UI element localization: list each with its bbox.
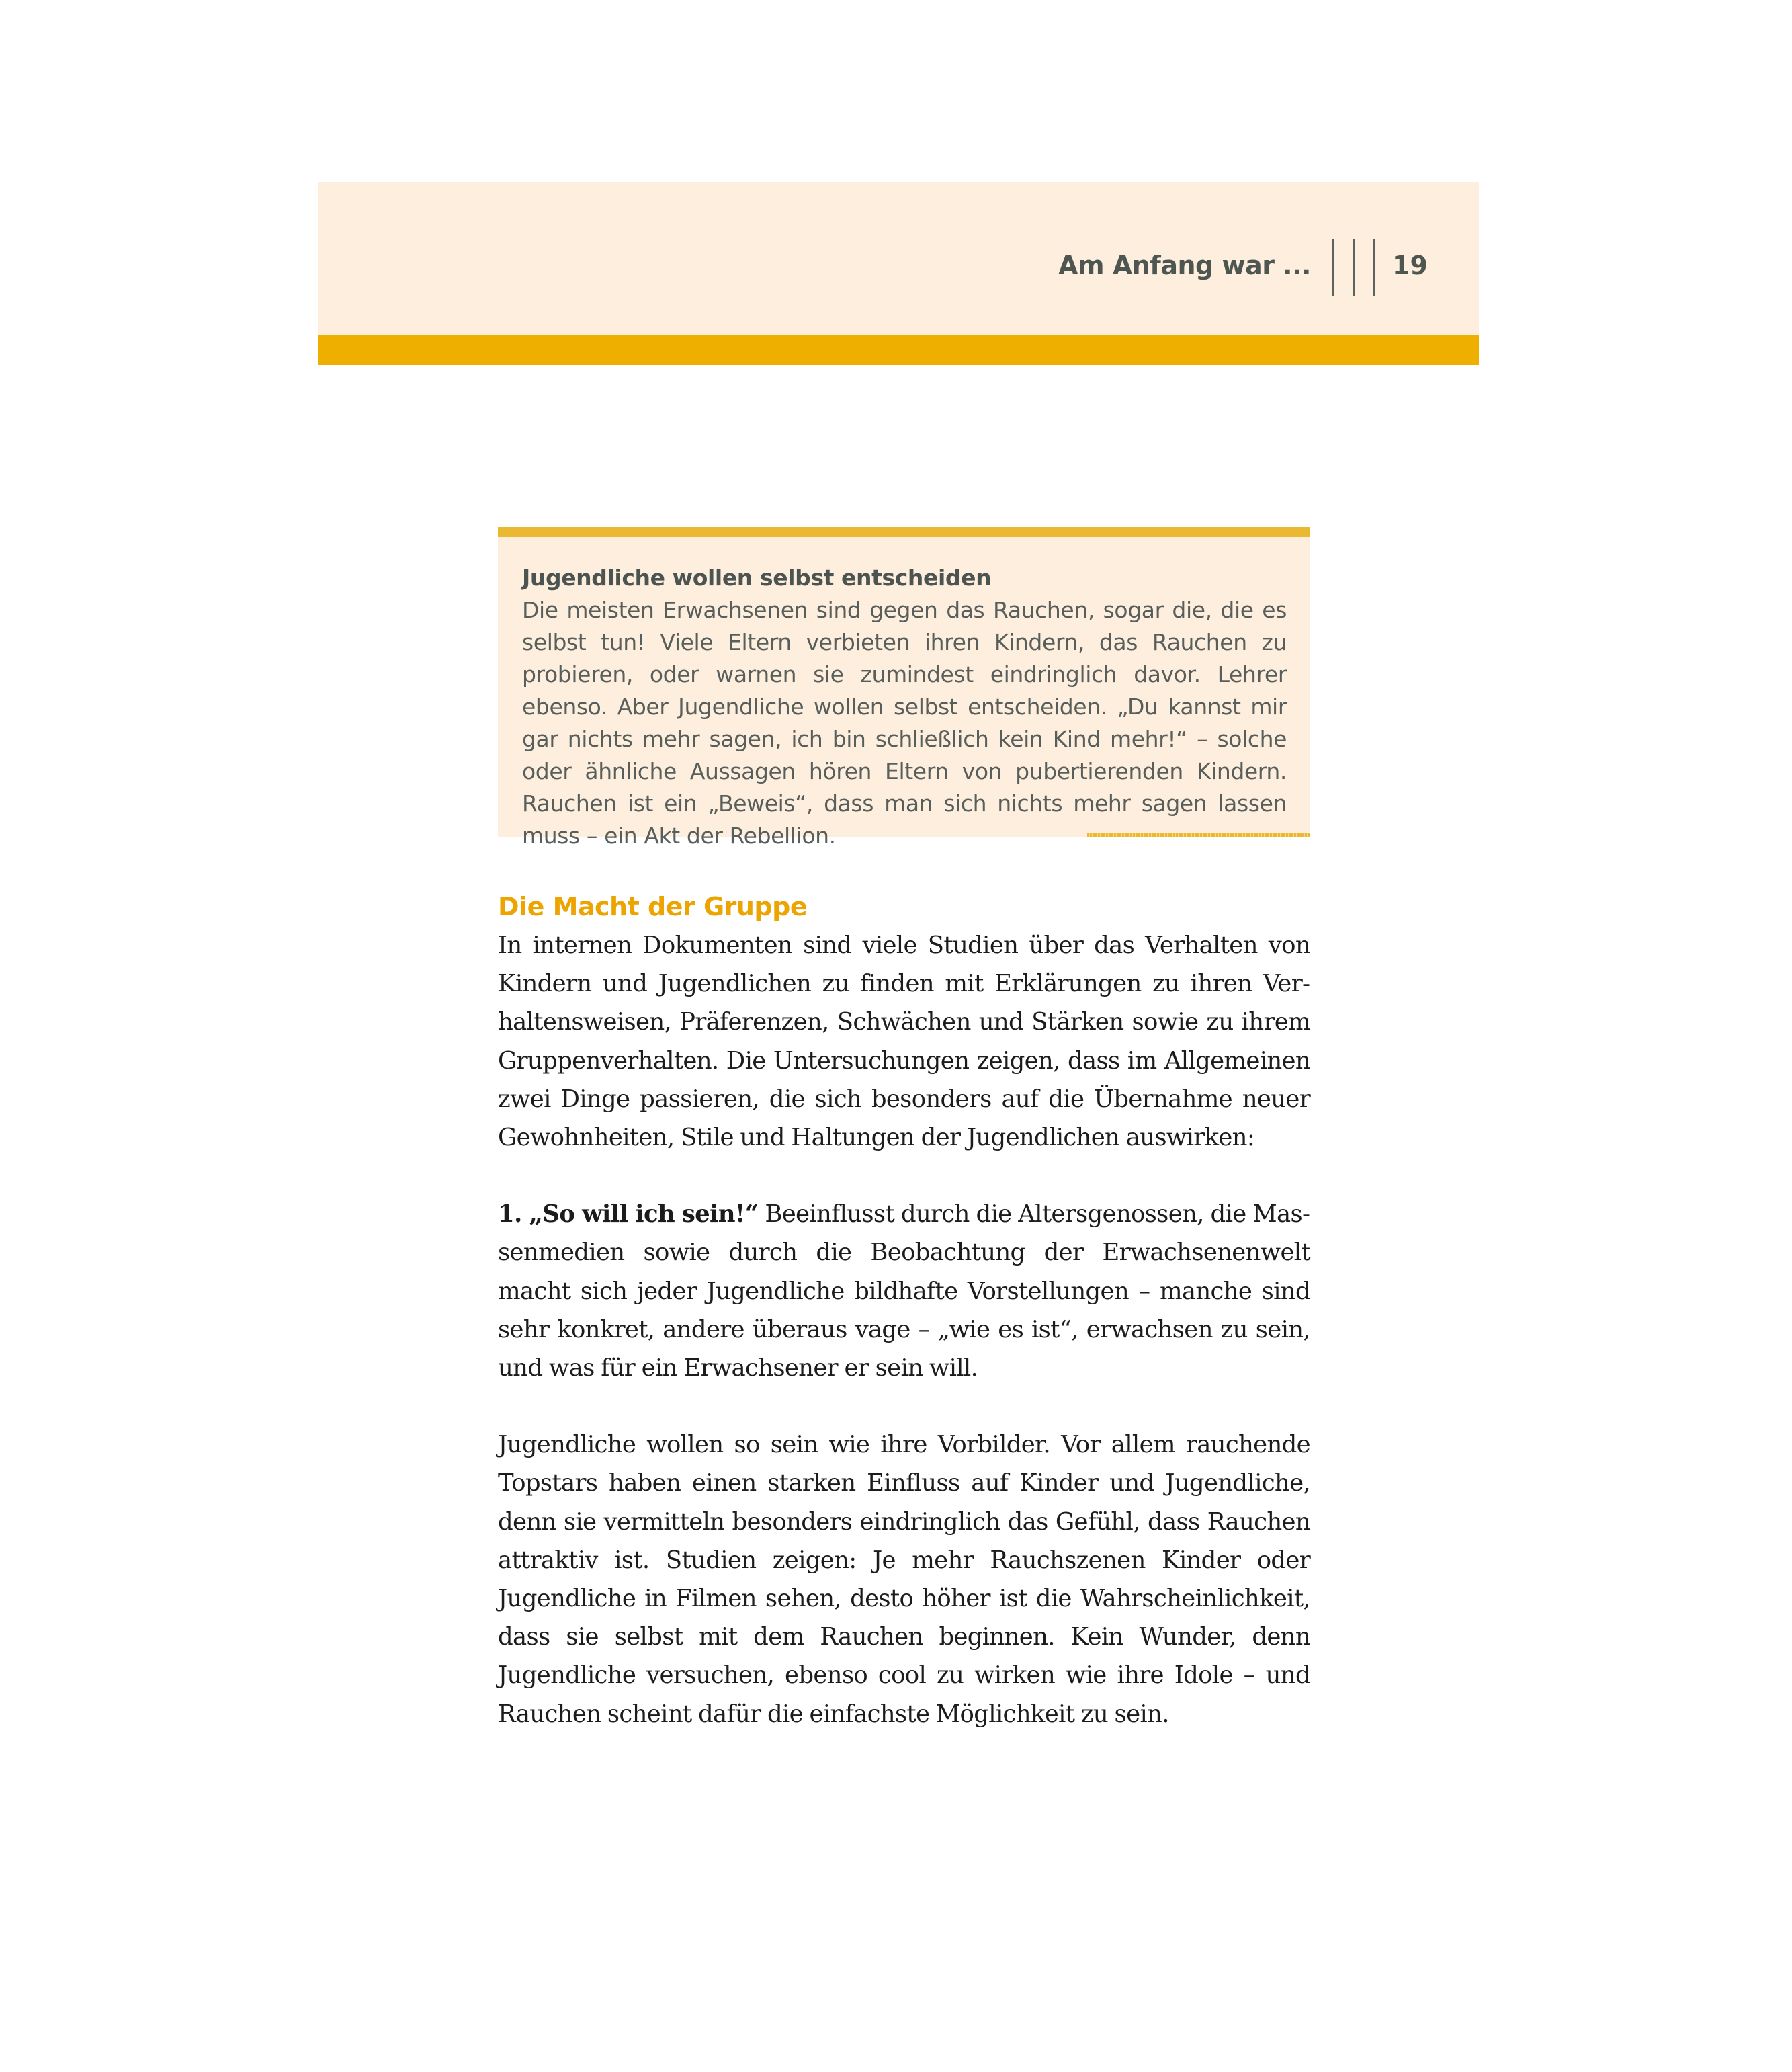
numbered-point-lead: 1. „So will ich sein!“ bbox=[498, 1200, 759, 1229]
header-divider-bar bbox=[1353, 239, 1355, 296]
main-text bbox=[498, 887, 1310, 1733]
page-number: 19 bbox=[1392, 251, 1428, 280]
paragraph-gap bbox=[498, 1157, 1310, 1195]
numbered-point bbox=[498, 1195, 1310, 1387]
running-title: Am Anfang war ... bbox=[1058, 251, 1311, 280]
body-paragraph: Jugendliche wollen so sein wie ihre Vorbilder. Vor allem rauchende Topstars haben einen starken Einfluss auf Kinder und Jugendliche, denn sie vermitteln besonders eindringlich das Gefühl, dass Rauchen attraktiv ist. Studien zeigen: Je mehr Rauchszenen Kinder oder Jugendliche in Filmen sehen, desto höher ist die Wahrscheinlichkeit, dass sie selbst mit dem Rauchen beginnen. Kein Wunder, denn Jugendliche versuchen, ebenso cool zu wirken wie ihre Idole – und Rauchen scheint dafür die einfachste Möglichkeit zu sein. bbox=[498, 1431, 1310, 1728]
header-stripe bbox=[318, 335, 1479, 365]
info-box-bottom-rule bbox=[1087, 833, 1310, 837]
info-box-body: Die meisten Erwachsenen sind gegen das Rauchen, sogar die, die es selbst tun! Viele Eltern verbieten ihren Kindern, das Rauchen zu probieren, oder warnen sie zumindest eindringlich davor. Lehrer ebenso. Aber Jugendliche wollen selbst entscheiden. „Du kannst mir gar nichts mehr sagen, ich bin schließlich kein Kind mehr!“ – solche oder ähnliche Aussagen hören Eltern von pubertierenden Kindern. Rauchen ist ein „Beweis“, dass man sich nichts mehr sagen lassen muss – ein Akt der Rebellion. bbox=[522, 597, 1287, 849]
info-box-title: Jugendliche wollen selbst entscheiden bbox=[522, 565, 992, 591]
info-box-top-rule bbox=[498, 527, 1310, 537]
header-divider-bar bbox=[1373, 239, 1375, 296]
body-paragraph: In internen Dokumenten sind viele Studien über das Verhalten von Kindern und Jugendlichen zu finden mit Erklärungen zu ihren Verhaltensweisen, Präferenzen, Schwächen und Stärken sowie zu ihrem Gruppenverhalten. Die Untersuchungen zeigen, dass im Allgemeinen zwei Dinge passieren, die sich besonders auf die Übernahme neuer Gewohnheiten, Stile und Haltungen der Jugendlichen auswirken: bbox=[498, 931, 1310, 1152]
section-heading: Die Macht der Gruppe bbox=[498, 892, 808, 921]
info-box bbox=[498, 527, 1310, 849]
info-box-content bbox=[522, 562, 1287, 852]
numbered-point-text: Beeinflusst durch die Altersgenossen, die Massenmedien sowie durch die Beobachtung der Erwachsenenwelt macht sich jeder Jugendliche bildhafte Vorstellungen – manche sind sehr konkret, andere überaus vage – „wie es ist“, erwachsen zu sein, und was für ein Erwachsener er sein will. bbox=[498, 1200, 1310, 1382]
paragraph-gap bbox=[498, 1387, 1310, 1425]
header-divider-bar bbox=[1332, 239, 1334, 296]
